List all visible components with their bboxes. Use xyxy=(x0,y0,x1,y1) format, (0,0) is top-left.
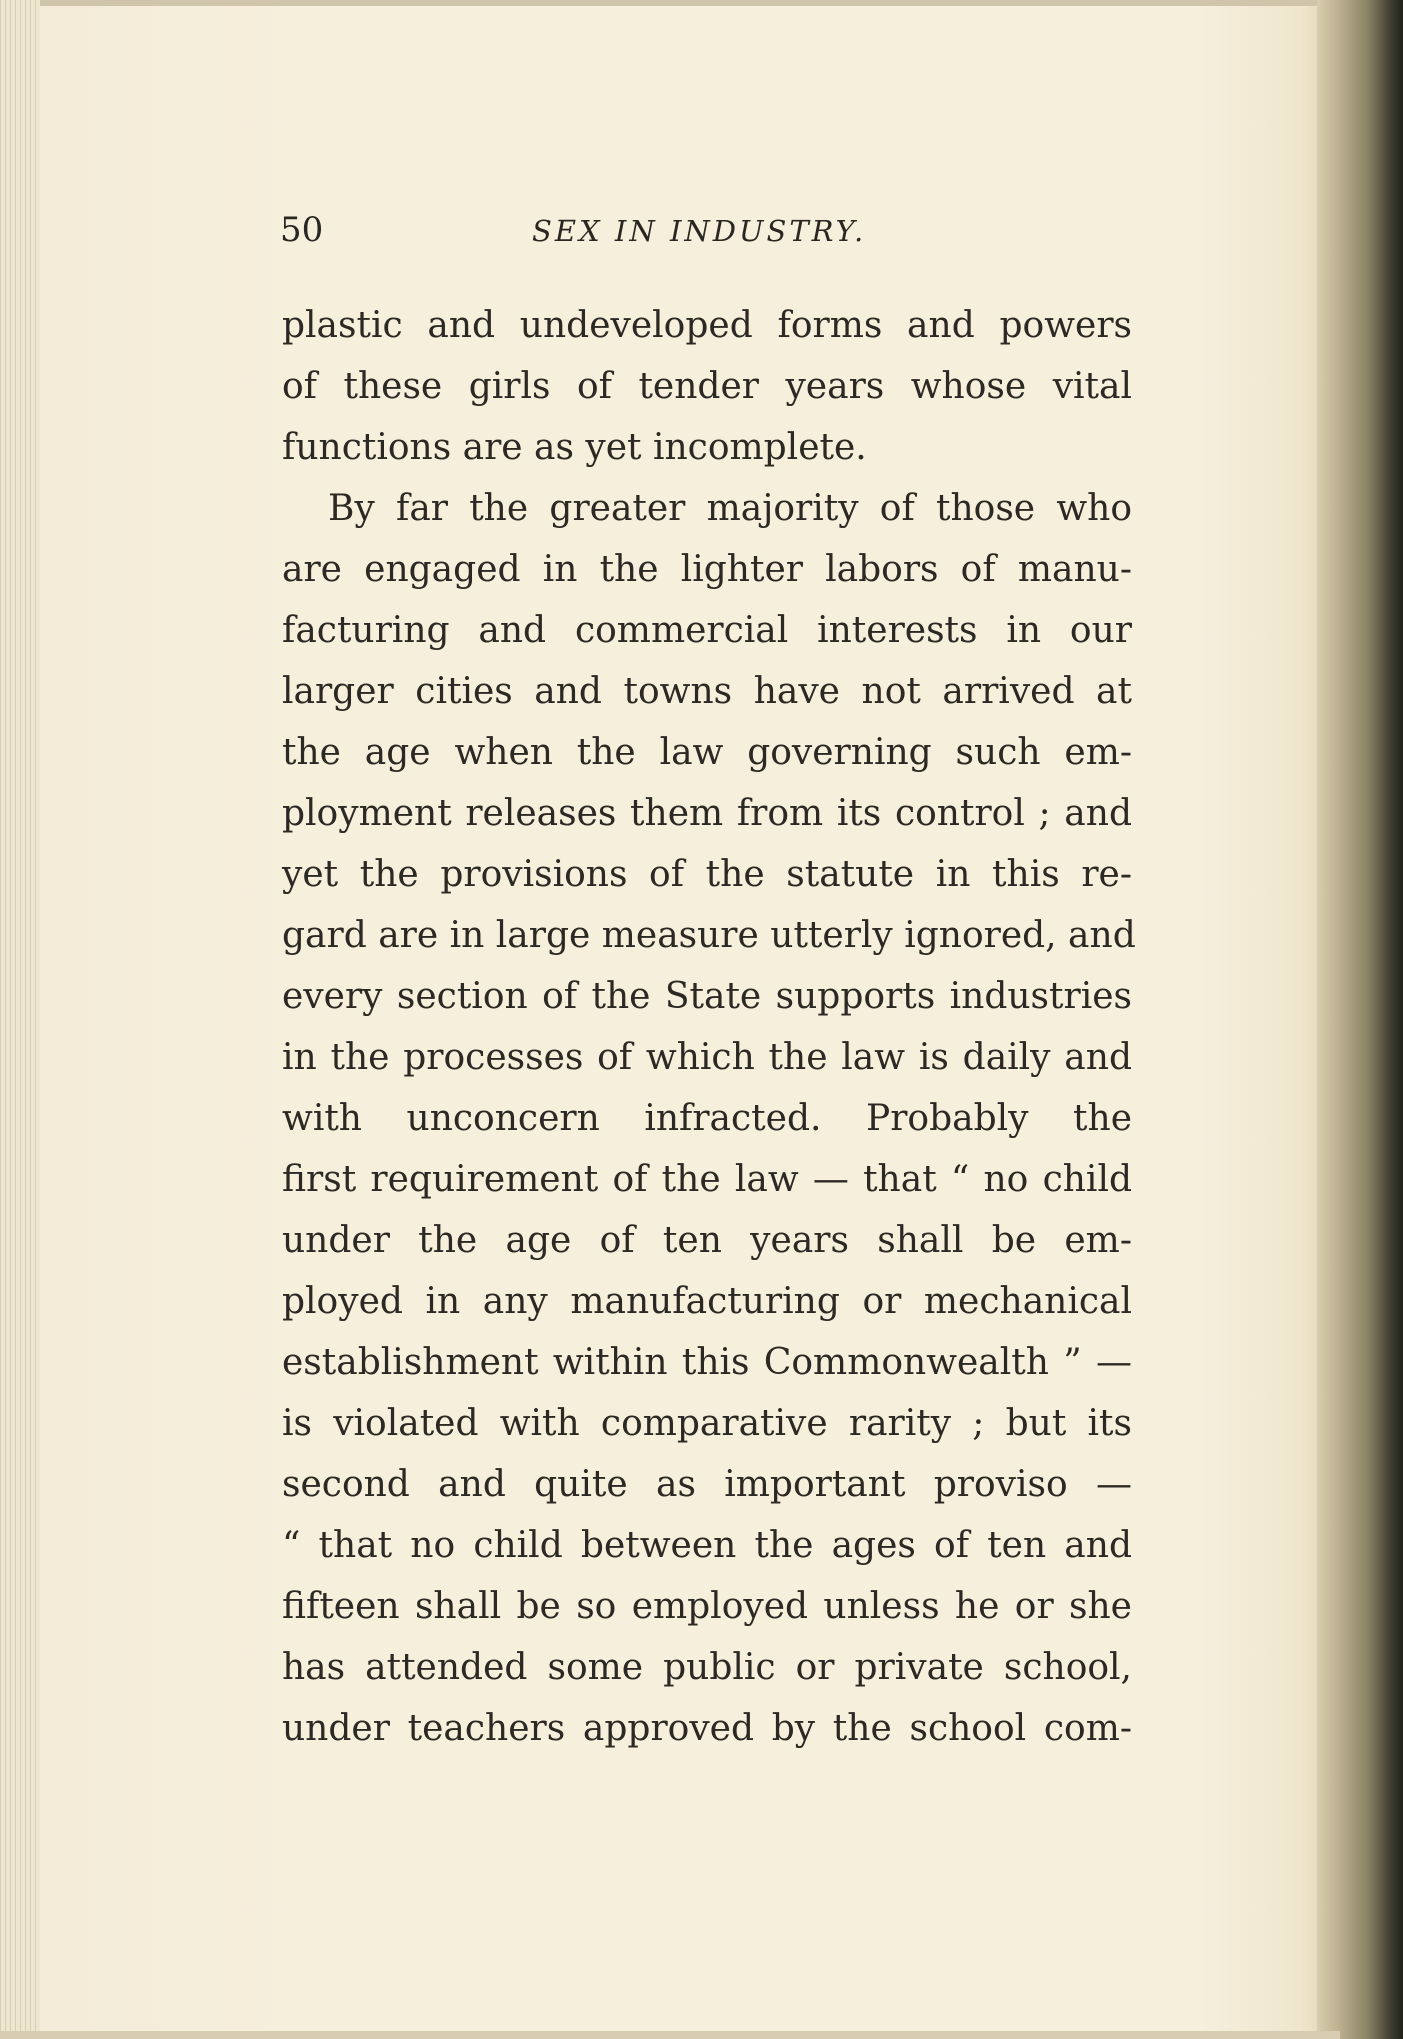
text-line: are engaged in the lighter labors of manu- xyxy=(282,549,1132,590)
page-number: 50 xyxy=(280,210,324,250)
page-edge-left xyxy=(0,0,40,2039)
text-line: larger cities and towns have not arrived at xyxy=(282,671,1132,712)
page-header xyxy=(280,210,1140,260)
text-line: establishment within this Commonwealth ” — xyxy=(282,1342,1132,1383)
text-line: second and quite as important proviso — xyxy=(282,1464,1132,1505)
text-line: facturing and commercial interests in our xyxy=(282,610,1132,651)
text-line: ployment releases them from its control ; and xyxy=(282,793,1132,834)
page-edge-top xyxy=(0,0,1320,6)
text-line: ployed in any manufacturing or mechanical xyxy=(282,1281,1132,1322)
text-line: every section of the State supports industries xyxy=(282,976,1132,1017)
text-line: under teachers approved by the school com- xyxy=(282,1708,1132,1749)
text-line: yet the provisions of the statute in this re- xyxy=(282,854,1132,895)
text-line: is violated with comparative rarity ; but its xyxy=(282,1403,1132,1444)
text-line: functions are as yet incomplete. xyxy=(282,427,867,468)
text-line: fifteen shall be so employed unless he or she xyxy=(282,1586,1132,1627)
body-text xyxy=(282,295,1136,1759)
text-line: “ that no child between the ages of ten and xyxy=(282,1525,1132,1566)
text-line: of these girls of tender years whose vital xyxy=(282,366,1132,407)
text-line: first requirement of the law — that “ no child xyxy=(282,1159,1132,1200)
running-head: SEX IN INDUSTRY. xyxy=(532,214,867,248)
page-edge-bottom xyxy=(0,2031,1340,2039)
text-line: in the processes of which the law is daily and xyxy=(282,1037,1132,1078)
text-line: gard are in large measure utterly ignored, and xyxy=(282,915,1136,956)
text-line: with unconcern infracted. Probably the xyxy=(282,1098,1132,1139)
page-edge-right xyxy=(1317,0,1403,2039)
text-line: plastic and undeveloped forms and powers xyxy=(282,305,1132,346)
text-line: under the age of ten years shall be em- xyxy=(282,1220,1132,1261)
text-line: the age when the law governing such em- xyxy=(282,732,1132,773)
text-line: has attended some public or private school, xyxy=(282,1647,1132,1688)
text-line: By far the greater majority of those who xyxy=(328,488,1132,529)
